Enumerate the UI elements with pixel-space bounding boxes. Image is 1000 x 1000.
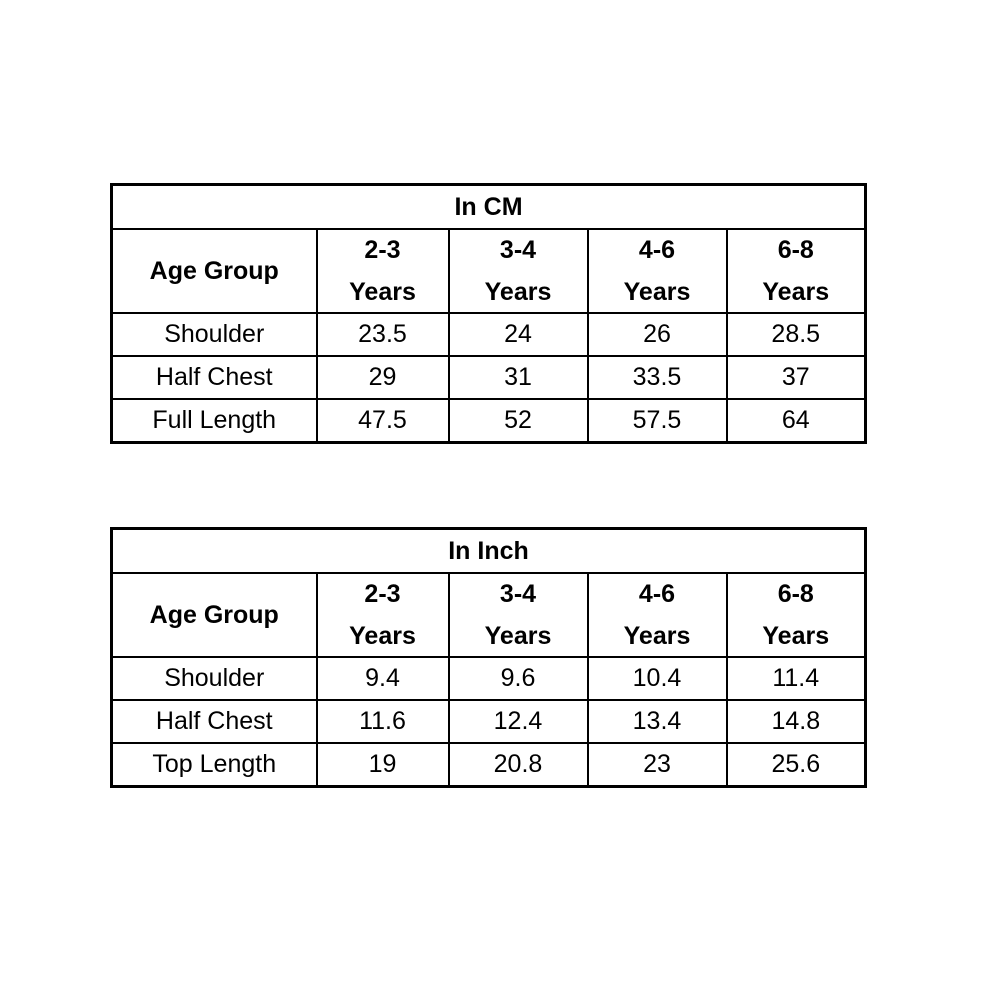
table-cell: 11.4 [727,657,866,700]
table-cell: 33.5 [588,356,727,399]
table-row [112,356,866,399]
table-cell: 12.4 [449,700,588,743]
table-title: In Inch [112,529,866,574]
table-cell: 31 [449,356,588,399]
table-cell: 10.4 [588,657,727,700]
table-cell: 52 [449,399,588,443]
table-cell: 23 [588,743,727,787]
table-cell: 14.8 [727,700,866,743]
table-cell: 29 [317,356,449,399]
table-cell: 64 [727,399,866,443]
size-chart-inch-table [110,527,867,788]
column-range: 4-6 [638,235,676,264]
column-range: 4-6 [638,579,676,608]
column-header [449,229,588,313]
table-title-row [112,185,866,230]
column-unit: Years [623,277,691,306]
table-cell: 37 [727,356,866,399]
table-cell: 47.5 [317,399,449,443]
column-header [449,573,588,657]
table-row [112,743,866,787]
size-chart-cm-table [110,183,867,444]
table-cell: 11.6 [317,700,449,743]
column-unit: Years [349,621,416,650]
table-cell: 13.4 [588,700,727,743]
column-unit: Years [484,277,552,306]
table-cell: 23.5 [317,313,449,356]
table-cell: 9.6 [449,657,588,700]
column-range: 3-4 [499,235,537,264]
table-row [112,399,866,443]
column-unit: Years [762,621,830,650]
table-cell: 26 [588,313,727,356]
column-unit: Years [484,621,552,650]
table-cell: 57.5 [588,399,727,443]
table-cell: 20.8 [449,743,588,787]
table-cell: 28.5 [727,313,866,356]
column-header [588,229,727,313]
column-header [727,229,866,313]
column-header [588,573,727,657]
column-header [317,573,449,657]
row-label: Half Chest [112,700,317,743]
column-unit: Years [349,277,416,306]
column-header [317,229,449,313]
row-label: Half Chest [112,356,317,399]
row-label: Shoulder [112,657,317,700]
column-range: 3-4 [499,579,537,608]
column-unit: Years [762,277,830,306]
table-title-row [112,529,866,574]
row-label: Top Length [112,743,317,787]
table-cell: 24 [449,313,588,356]
table-row [112,700,866,743]
table-row [112,313,866,356]
age-group-header: Age Group [112,573,317,657]
table-title: In CM [112,185,866,230]
table-cell: 9.4 [317,657,449,700]
row-label: Shoulder [112,313,317,356]
table-cell: 19 [317,743,449,787]
table-header-row [112,229,866,313]
table-header-row [112,573,866,657]
column-range: 6-8 [777,235,814,264]
column-range: 2-3 [364,235,401,264]
table-row [112,657,866,700]
column-header [727,573,866,657]
table-cell: 25.6 [727,743,866,787]
age-group-header: Age Group [112,229,317,313]
column-range: 2-3 [364,579,401,608]
column-range: 6-8 [777,579,814,608]
column-unit: Years [623,621,691,650]
row-label: Full Length [112,399,317,443]
